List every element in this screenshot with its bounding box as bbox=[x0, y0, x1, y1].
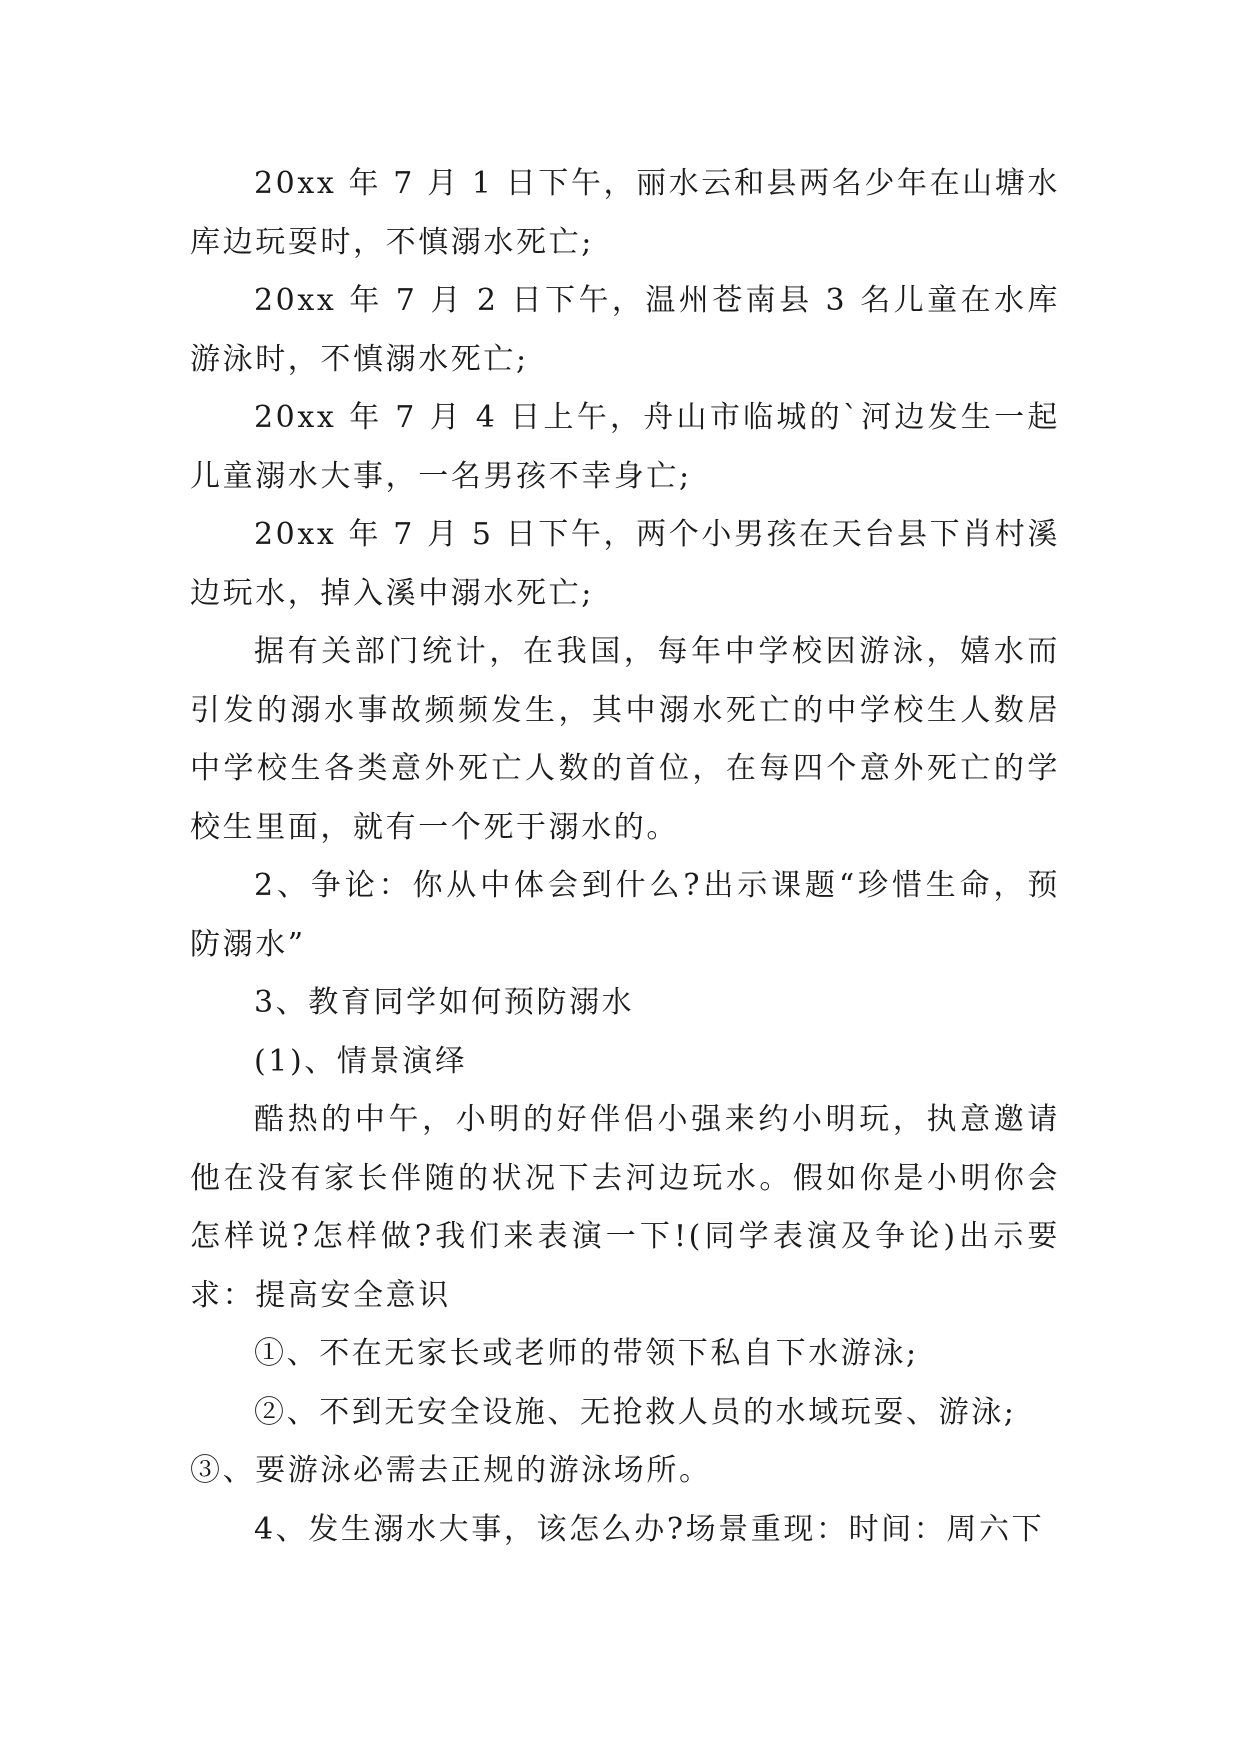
paragraph-section-3-heading: 3、教育同学如何预防溺水 bbox=[254, 985, 635, 1020]
paragraph-scenario: 酷热的中午，小明的好伴侣小强来约小明玩，执意邀请他在没有家长伴随的状况下去河边玩水。假如你是小明你会怎样说?怎样做?我们来表演一下!(同学表演及争论)出示要求：提高安全意识 bbox=[190, 1102, 1060, 1313]
paragraph-incident-4: 20xx 年 7 月 5 日下午，两个小男孩在天台县下肖村溪边玩水，掉入溪中溺水死亡; bbox=[190, 517, 1060, 611]
paragraph-incident-2: 20xx 年 7 月 2 日下午，温州苍南县 3 名儿童在水库游泳时，不慎溺水死亡; bbox=[190, 283, 1060, 377]
paragraph-subsection-1-heading: (1)、情景演绎 bbox=[254, 1043, 468, 1079]
document-body bbox=[190, 155, 1060, 1559]
paragraph-incident-3: 20xx 年 7 月 4 日上午，舟山市临城的`河边发生一起儿童溺水大事，一名男孩不幸身亡; bbox=[190, 400, 1060, 494]
paragraph-rule-2: ②、不到无安全设施、无抢救人员的水域玩耍、游泳; bbox=[254, 1394, 1017, 1430]
paragraph-rule-1: ①、不在无家长或老师的带领下私自下水游泳; bbox=[254, 1336, 919, 1371]
paragraph-section-4: 4、发生溺水大事，该怎么办?场景重现：时间：周六下 bbox=[254, 1511, 1045, 1547]
paragraph-statistics: 据有关部门统计，在我国，每年中学校因游泳，嬉水而引发的溺水事故频频发生，其中溺水死亡的中学校生人数居中学校生各类意外死亡人数的首位，在每四个意外死亡的学校生里面，就有一个死于溺水的。 bbox=[190, 634, 1060, 845]
paragraph-rule-3: ③、要游泳必需去正规的游泳场所。 bbox=[190, 1453, 712, 1488]
paragraph-discussion: 2、争论：你从中体会到什么?出示课题“珍惜生命，预防溺水” bbox=[190, 868, 1060, 962]
paragraph-incident-1: 20xx 年 7 月 1 日下午，丽水云和县两名少年在山塘水库边玩耍时，不慎溺水死亡; bbox=[190, 166, 1060, 260]
